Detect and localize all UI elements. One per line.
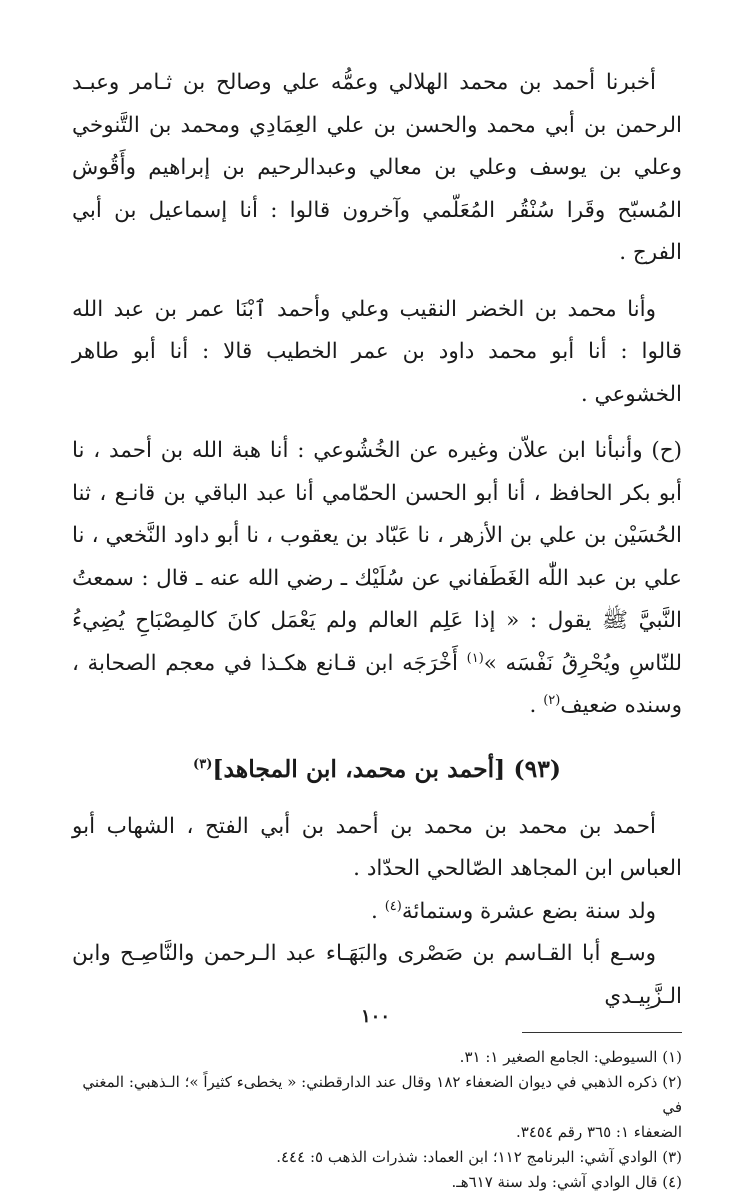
entry-heading [72,742,682,796]
hadith-source: أَخْرَجَه ابن قـانع هكـذا في معجم الصحابة ، وسنده ضعيف [72,650,682,718]
footnote-2: (٢) ذكره الذهبي في ديوان الضعفاء ١٨٢ وقال عند الدارقطني: « يخطىء كثيراً »؛ الـذهبي: المغني في [82,1073,682,1116]
hadith-end: . [529,693,544,718]
footnote-1: (١) السيوطي: الجامع الصغير ١: ٣١. [459,1048,682,1066]
footnotes [72,1045,682,1195]
footnote-2-continued: الضعفاء ١: ٣٦٥ رقم ٣٤٥٤. [516,1123,682,1141]
paragraph-chain-2: وأنا محمد بن الخضر النقيب وعلي وأحمد ٱبْنَا عمر بن عبد الله قالوا : أنا أبو محمد داود بن عمر الخطيب قالا : أنا أبو طاهر الخشوعي . [72,296,682,407]
footnote-ref-4: (٤) [384,898,402,914]
entry-title: (٩٣) [أحمد بن محمد، ابن المجاهد] [212,754,561,783]
footnote-ref-2: (٢) [543,692,561,708]
paragraph-chain-1: أخبرنا أحمد بن محمد الهلالي وعمُّه علي وصالح بن ثـامر وعبـد الرحمن بن أبي محمد والحسن بن علي العِمَادِي ومحمد بن التَّنوخي وعلي بن يوسف وعلي بن معالي وعبدالرحيم بن إبراهيم وأَقُوش المُسبّح وقَرا سُنْقُر المُعَلّمي وآخرون قالوا : أنا إسماعيل بن أبي الفرج . [72,70,682,265]
footnote-divider [522,1032,682,1033]
hadith-text: (ح) وأنبأنا ابن علاّن وغيره عن الخُشُوعي : أنا هبة الله بن أحمد ، نا أبو بكر الحافظ ، أنا أبو الحسن الحمّامي أنا عبد الباقي بن قانـع ، ثنا الحُسَيْن بن علي بن الأزهر ، نا عَبّاد بن يعقوب ، نا أبو داود النَّخعي ، نا علي بن عبد اللّٰه الغَطَفاني عن سُلَيْك ـ رضي الله عنه ـ قال : سمعتُ النَّبيَّ ﷺ يقول : « إذا عَلِم العالم ولم يَعْمَل كانَ كالمِصْبَاحِ يُضِيءُ للنّاسِ ويُحْرِقُ نَفْسَه » [72,438,682,676]
footnote-ref-3: (٣) [193,756,213,772]
birth-text: ولد سنة بضع عشرة وستمائة [401,898,656,924]
paragraph-hadith [72,430,682,728]
paragraph-birth [72,891,682,934]
paragraph-biography: أحمد بن محمد بن محمد بن أحمد بن أبي الفتح ، الشهاب أبو العباس ابن المجاهد الصّالحي الحدّاد . [72,813,682,881]
paragraph-teachers: وسـع أبا القـاسم بن صَصْرى والبَهَـاء عبد الـرحمن والنَّاصِـح وابن الـزَّبِيـدي [72,941,682,1009]
footnote-4: (٤) قال الوادي آشي: ولد سنة ٦١٧هـ. [451,1173,682,1191]
footnote-ref-1: (١) [466,650,484,666]
footnote-3: (٣) الوادي آشي: البرنامج ١١٢؛ ابن العماد: شذرات الذهب ٥: ٤٤٤. [276,1148,682,1166]
page-number: ١٠٠ [360,1006,390,1027]
birth-end: . [371,898,385,924]
